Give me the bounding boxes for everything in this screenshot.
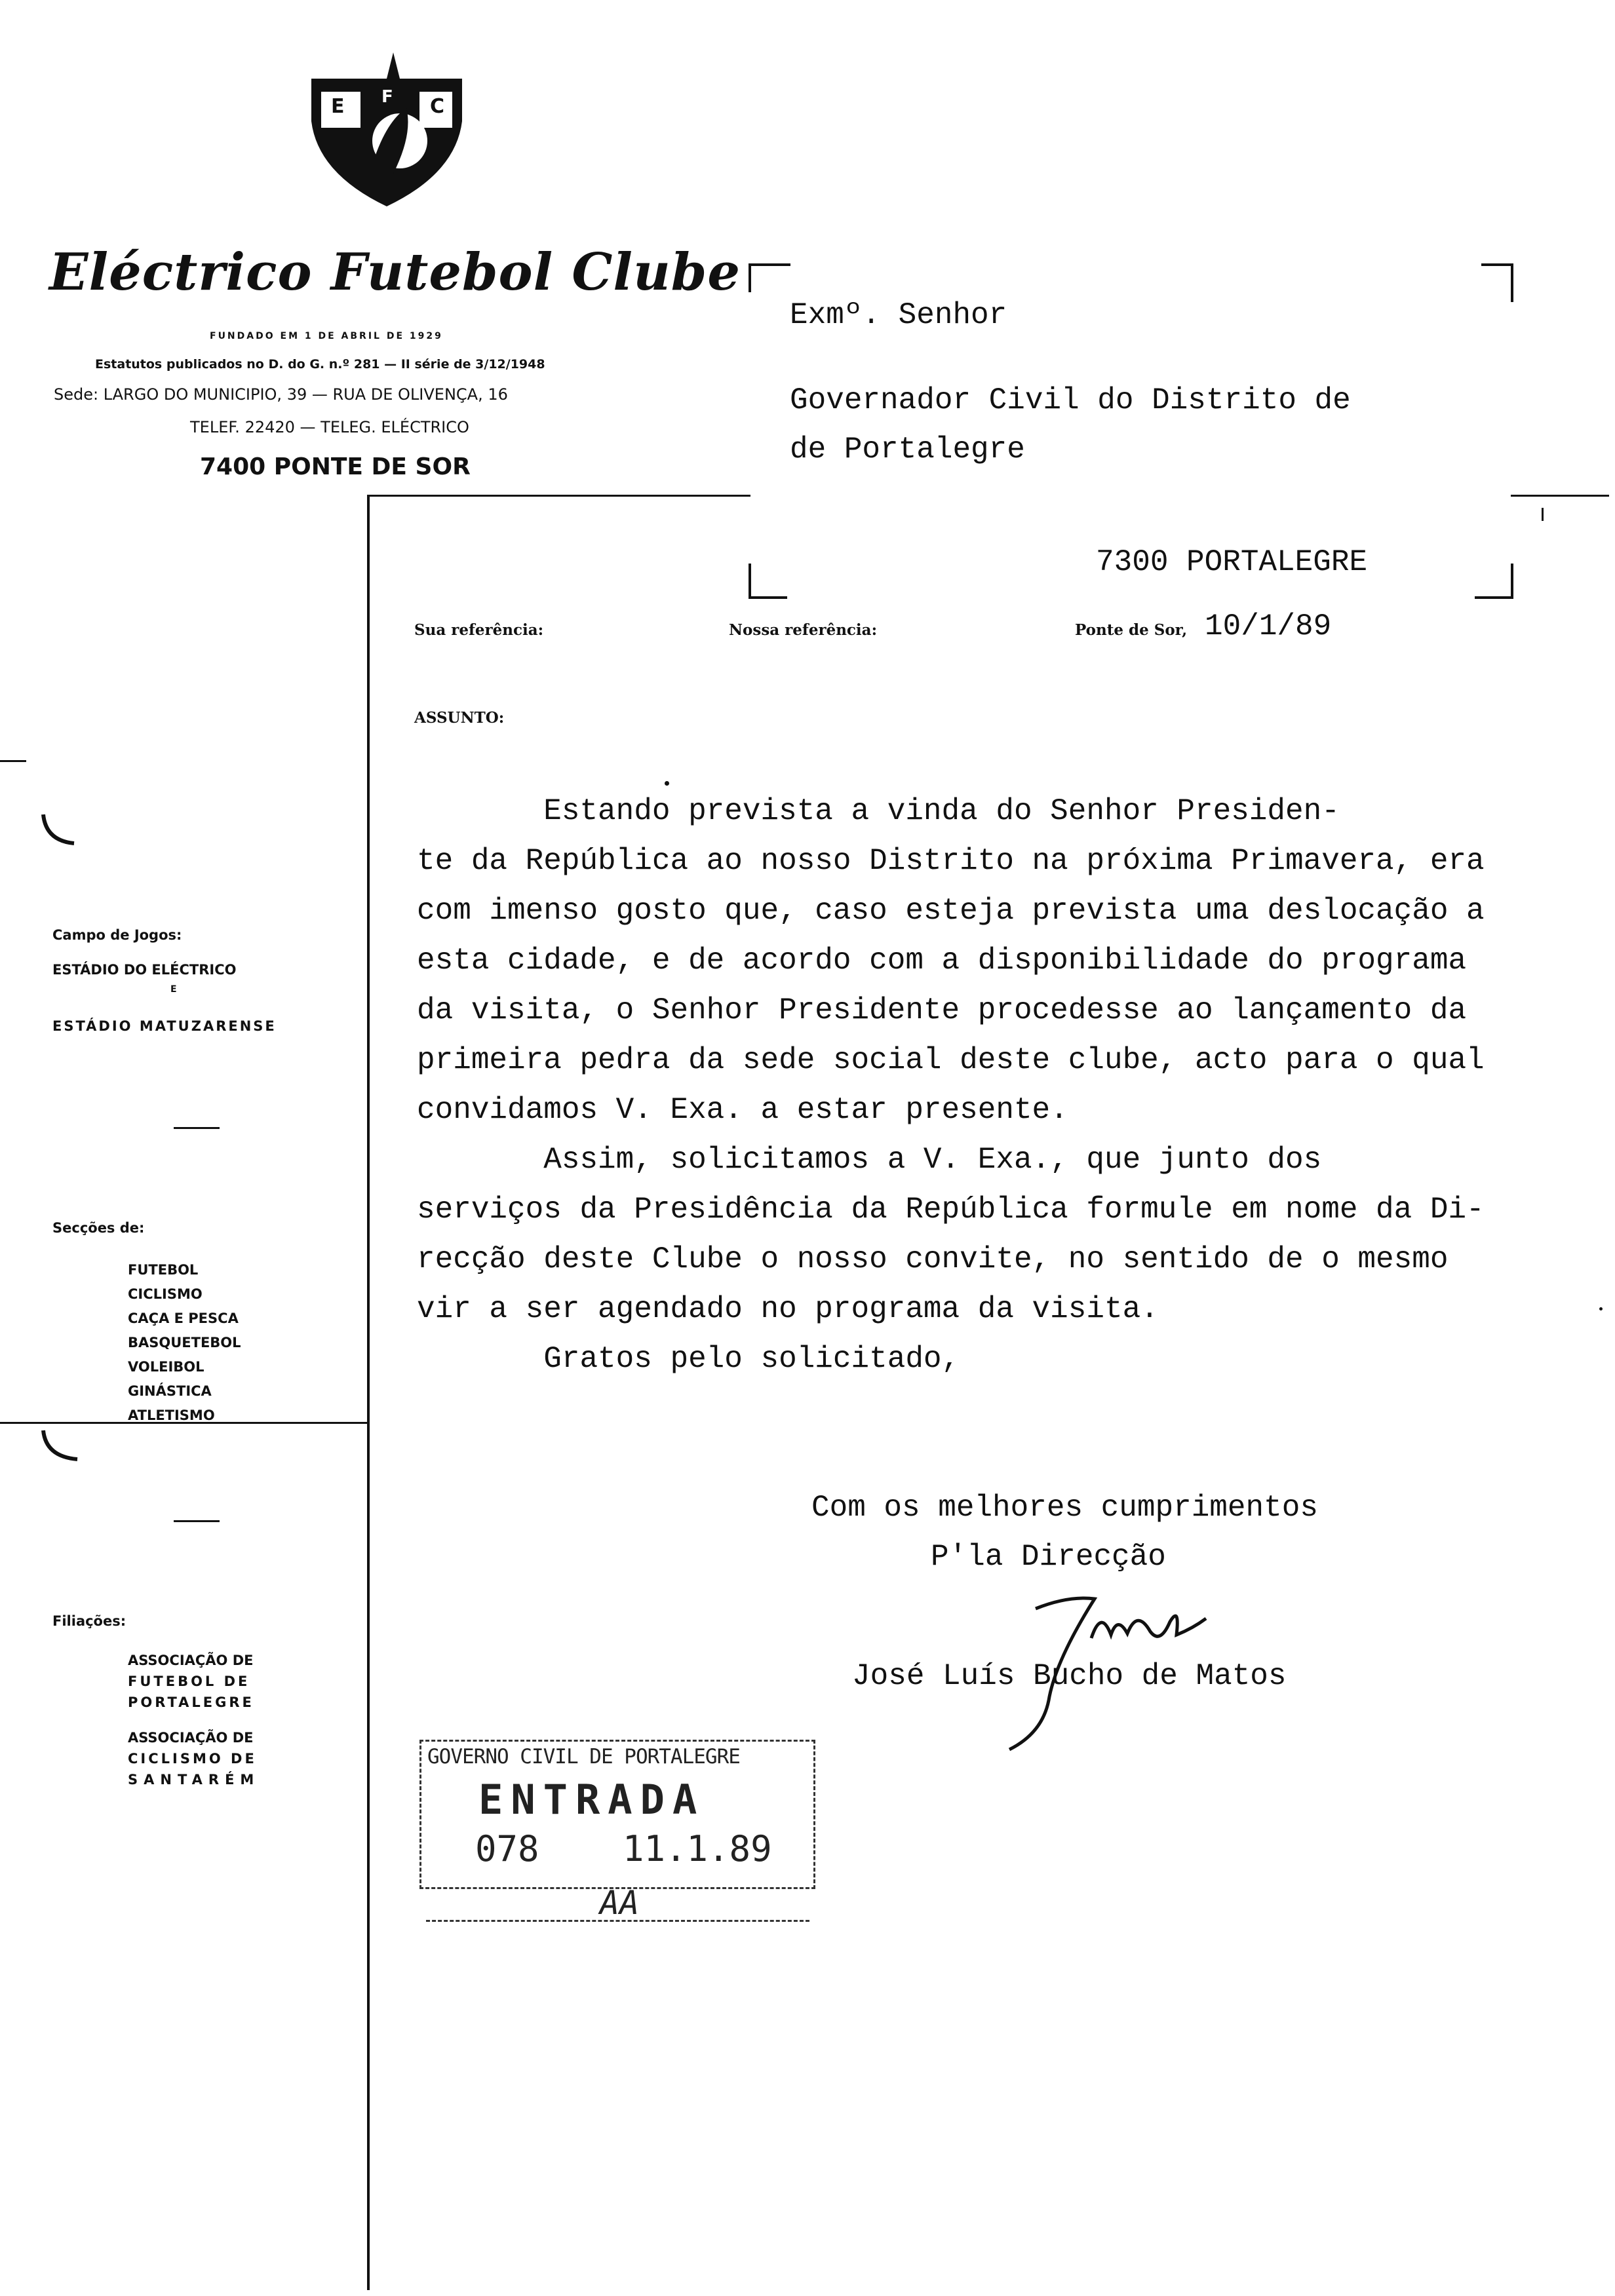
scan-speck	[1542, 508, 1544, 521]
sidebar-dash-1	[174, 1127, 220, 1129]
stamp-number: 078	[475, 1828, 539, 1869]
body-line: te da República ao nosso Distrito na próxima Primavera, era	[417, 844, 1485, 878]
body-line: esta cidade, e de acordo com a disponibilidade do programa	[417, 944, 1467, 978]
stamp-initials: AA	[600, 1884, 640, 1922]
recipient-postal: 7300 PORTALEGRE	[1096, 545, 1368, 579]
stamp-date: 11.1.89	[623, 1828, 772, 1869]
campo-item-3: ESTÁDIO MATUZARENSE	[52, 1018, 277, 1034]
arc-icon	[38, 809, 84, 855]
assunto-label: ASSUNTO:	[414, 709, 505, 727]
vertical-rule	[367, 495, 370, 2290]
scan-speck	[665, 781, 669, 786]
place-label: Ponte de Sor,	[1075, 621, 1188, 639]
list-item: GINÁSTICA	[128, 1383, 212, 1399]
signatory-name: José Luís Bucho de Matos	[852, 1659, 1287, 1693]
founded-line: FUNDADO EM 1 DE ABRIL DE 1929	[210, 331, 443, 341]
shield-icon	[308, 43, 465, 210]
list-item: BASQUETEBOL	[128, 1335, 241, 1350]
recipient-line-1: Governador Civil do Distrito de	[790, 383, 1351, 417]
sidebar-tick-1	[0, 760, 26, 762]
logo-letter-e: E	[331, 95, 345, 118]
nossa-referencia-label: Nossa referência:	[729, 621, 878, 639]
scan-speck	[1599, 1307, 1603, 1311]
sidebar-dash-2	[174, 1520, 220, 1522]
corner-bottom-left	[749, 564, 787, 599]
arc-icon	[38, 1425, 90, 1471]
letter-date: 10/1/89	[1205, 609, 1332, 643]
body-line: Gratos pelo solicitado,	[417, 1342, 960, 1376]
recipient-line-2: de Portalegre	[790, 432, 1025, 467]
list-item: ASSOCIAÇÃO DE	[128, 1653, 254, 1668]
seccoes-list	[128, 1258, 241, 1428]
logo-letter-c: C	[430, 95, 445, 118]
campo-item-2: E	[170, 984, 177, 995]
stamp-title: ENTRADA	[478, 1776, 705, 1824]
right-rule	[1511, 495, 1609, 497]
list-item: ATLETISMO	[128, 1407, 215, 1423]
body-line: vir a ser agendado no programa da visita.	[417, 1292, 1159, 1326]
body-line: convidamos V. Exa. a estar presente.	[417, 1093, 1068, 1127]
sidebar-arc-2	[38, 1425, 90, 1471]
list-item: VOLEIBOL	[128, 1359, 204, 1375]
closing-line-2: P'la Direcção	[931, 1540, 1166, 1574]
signature	[996, 1582, 1219, 1759]
corner-top-left	[749, 263, 790, 292]
address-line: Sede: LARGO DO MUNICIPIO, 39 — RUA DE OLIVENÇA, 16	[54, 385, 508, 404]
club-name: Eléctrico Futebol Clube	[49, 242, 741, 302]
club-logo	[308, 43, 465, 210]
list-item: FUTEBOL	[128, 1262, 199, 1278]
list-item: SANTARÉM	[128, 1772, 260, 1788]
letter-body	[417, 794, 1485, 1392]
signature-icon	[996, 1582, 1219, 1759]
seccoes-title: Secções de:	[52, 1220, 145, 1236]
campo-item-1: ESTÁDIO DO ELÉCTRICO	[52, 962, 237, 978]
list-item: CICLISMO DE	[128, 1751, 257, 1767]
body-line: Assim, solicitamos a V. Exa., que junto dos	[417, 1143, 1322, 1177]
top-rule	[367, 495, 750, 497]
list-item: PORTALEGRE	[128, 1694, 254, 1710]
phone-line: TELEF. 22420 — TELEG. ELÉCTRICO	[190, 418, 469, 436]
sidebar-arc-1	[38, 809, 84, 855]
list-item: FUTEBOL DE	[128, 1674, 250, 1689]
list-item: CICLISMO	[128, 1286, 203, 1302]
recipient-salutation: Exmº. Senhor	[790, 298, 1007, 332]
filiacoes-list	[128, 1650, 260, 1790]
body-line: Estando prevista a vinda do Senhor Presiden-	[417, 794, 1340, 828]
body-line: com imenso gosto que, caso esteja prevista uma deslocação a	[417, 894, 1485, 928]
entrada-stamp	[419, 1740, 813, 1923]
corner-top-right	[1481, 263, 1513, 302]
list-item: CAÇA E PESCA	[128, 1311, 239, 1326]
sua-referencia-label: Sua referência:	[414, 621, 544, 639]
body-line: recção deste Clube o nosso convite, no sentido de o mesmo	[417, 1242, 1449, 1276]
body-line: da visita, o Senhor Presidente procedesse ao lançamento da	[417, 993, 1467, 1027]
body-line: primeira pedra da sede social deste clube, acto para o qual	[417, 1043, 1485, 1077]
club-city: 7400 PONTE DE SOR	[200, 453, 471, 480]
list-item: ASSOCIAÇÃO DE	[128, 1730, 254, 1746]
filiacoes-title: Filiações:	[52, 1613, 126, 1629]
closing-line-1: Com os melhores cumprimentos	[811, 1491, 1318, 1525]
campo-title: Campo de Jogos:	[52, 927, 182, 943]
statutes-line: Estatutos publicados no D. do G. n.º 281 — II série de 3/12/1948	[95, 357, 545, 372]
stamp-header: GOVERNO CIVIL DE PORTALEGRE	[427, 1745, 740, 1769]
logo-letter-f: F	[381, 87, 393, 107]
corner-bottom-right	[1475, 564, 1513, 599]
body-line: serviços da Presidência da República formule em nome da Di-	[417, 1193, 1485, 1227]
